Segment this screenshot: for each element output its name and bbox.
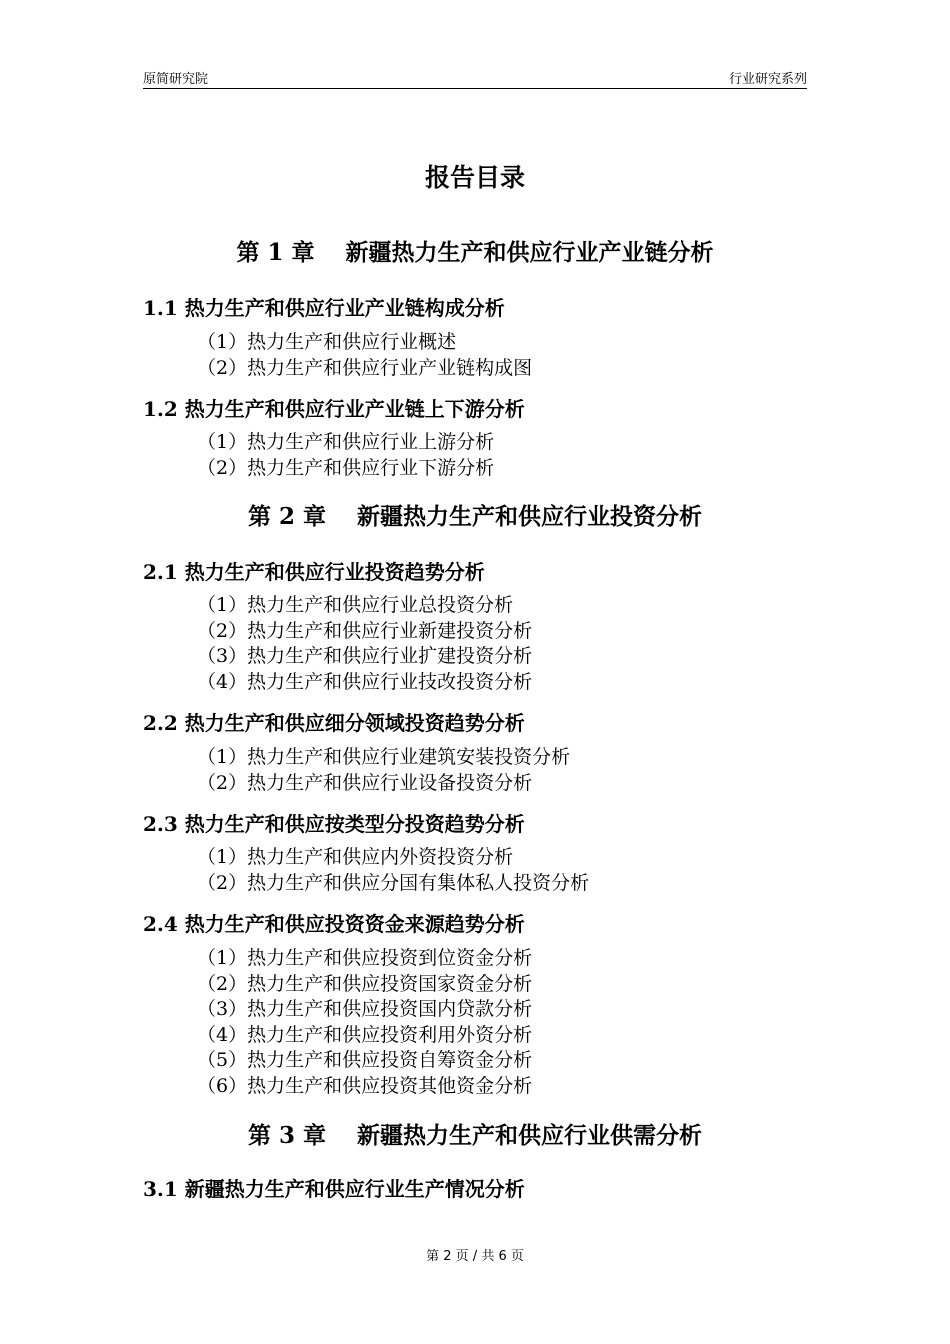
section-2-4-heading: 2.4 热力生产和供应投资资金来源趋势分析 xyxy=(143,912,525,936)
section-2-3-heading: 2.3 热力生产和供应按类型分投资趋势分析 xyxy=(143,812,525,836)
section-2-1-items xyxy=(197,593,532,695)
toc-item: （4）热力生产和供应行业技改投资分析 xyxy=(197,670,533,693)
toc-item: （5）热力生产和供应投资自筹资金分析 xyxy=(197,1049,533,1071)
section-1-2-heading: 1.2 热力生产和供应行业产业链上下游分析 xyxy=(143,397,525,421)
section-2-1-heading: 2.1 热力生产和供应行业投资趋势分析 xyxy=(143,560,485,584)
section-1-1-heading: 1.1 热力生产和供应行业产业链构成分析 xyxy=(143,296,505,320)
section-1-1-items xyxy=(197,330,532,381)
page-number: 第 2 页 / 共 6 页 xyxy=(426,1249,524,1264)
chapter-2-heading: 第 2 章 新疆热力生产和供应行业投资分析 xyxy=(247,503,703,530)
page-title: 报告目录 xyxy=(424,163,525,192)
toc-item: （2）热力生产和供应行业新建投资分析 xyxy=(197,619,533,642)
section-3-1-heading: 3.1 新疆热力生产和供应行业生产情况分析 xyxy=(143,1177,525,1201)
toc-item: （4）热力生产和供应投资利用外资分析 xyxy=(197,1023,533,1046)
toc-item: （1）热力生产和供应投资到位资金分析 xyxy=(197,947,533,969)
toc-item: （2）热力生产和供应分国有集体私人投资分析 xyxy=(197,871,590,894)
toc-item: （2）热力生产和供应行业下游分析 xyxy=(197,456,495,479)
chapter-1-heading: 第 1 章 新疆热力生产和供应行业产业链分析 xyxy=(236,239,714,266)
page-header xyxy=(143,66,807,89)
toc-item: （3）热力生产和供应行业扩建投资分析 xyxy=(197,645,533,667)
section-1-2-items xyxy=(197,430,494,481)
toc-item: （3）热力生产和供应投资国内贷款分析 xyxy=(197,998,533,1020)
toc-item: （2）热力生产和供应行业设备投资分析 xyxy=(197,771,533,794)
header-org: 原简研究院 xyxy=(143,72,209,87)
toc-item: （1）热力生产和供应行业建筑安装投资分析 xyxy=(197,746,571,768)
header-series: 行业研究系列 xyxy=(728,72,807,87)
section-2-2-heading: 2.2 热力生产和供应细分领域投资趋势分析 xyxy=(143,711,525,735)
section-2-4-items xyxy=(197,946,532,1099)
toc-item: （1）热力生产和供应行业上游分析 xyxy=(197,431,495,453)
toc-item: （2）热力生产和供应行业产业链构成图 xyxy=(197,356,533,379)
toc-item: （6）热力生产和供应投资其他资金分析 xyxy=(197,1074,533,1097)
toc-item: （1）热力生产和供应行业概述 xyxy=(197,331,457,353)
chapter-3-heading: 第 3 章 新疆热力生产和供应行业供需分析 xyxy=(247,1122,703,1149)
section-2-2-items xyxy=(197,745,570,796)
toc-item: （2）热力生产和供应投资国家资金分析 xyxy=(197,972,533,995)
toc-item: （1）热力生产和供应内外资投资分析 xyxy=(197,846,514,868)
section-2-3-items xyxy=(197,845,589,896)
toc-item: （1）热力生产和供应行业总投资分析 xyxy=(197,594,514,616)
